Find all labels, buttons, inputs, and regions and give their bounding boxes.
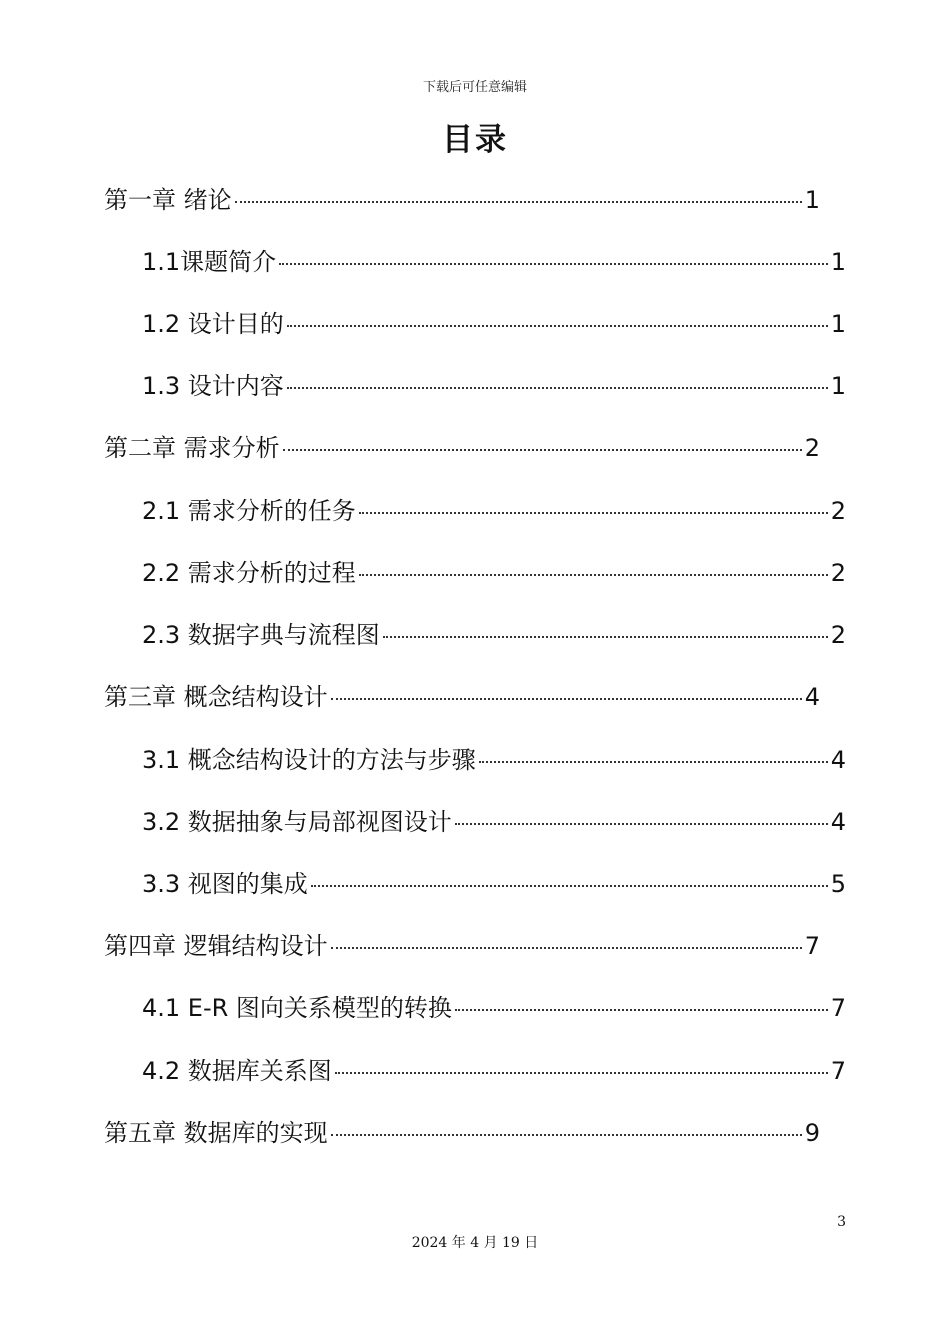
toc-title: 目录: [442, 122, 508, 158]
page-number: 3: [837, 1214, 846, 1230]
toc-entry-page: 1: [830, 310, 846, 338]
toc-entry-section-2-1[interactable]: [142, 491, 846, 531]
toc-entry-label: 第四章 逻辑结构设计: [104, 932, 328, 960]
toc-entry-page: 2: [830, 621, 846, 649]
toc-dot-leader: [335, 1070, 828, 1074]
toc-entry-label: 第一章 绪论: [104, 186, 232, 214]
toc-entry-section-3-3[interactable]: [142, 864, 846, 904]
toc-entry-label: 第二章 需求分析: [104, 434, 280, 462]
toc-dot-leader: [359, 510, 828, 514]
toc-entry-chapter-3[interactable]: [104, 677, 820, 717]
toc-dot-leader: [287, 385, 828, 389]
toc-entry-page: 4: [830, 808, 846, 836]
toc-entry-label: 3.3 视图的集成: [142, 870, 308, 898]
toc-entry-page: 7: [804, 932, 820, 960]
footer-date: 2024 年 4 月 19 日: [411, 1235, 539, 1251]
toc-entry-page: 2: [830, 559, 846, 587]
toc-entry-section-1-1[interactable]: [142, 242, 846, 282]
toc-dot-leader: [383, 634, 828, 638]
toc-entry-label: 2.3 数据字典与流程图: [142, 621, 380, 649]
toc-dot-leader: [331, 945, 802, 949]
toc-entry-section-1-3[interactable]: [142, 366, 846, 406]
toc-entry-label: 1.3 设计内容: [142, 372, 284, 400]
toc-entry-page: 1: [830, 372, 846, 400]
toc-dot-leader: [235, 199, 802, 203]
toc-dot-leader: [279, 261, 828, 265]
toc-dot-leader: [283, 447, 802, 451]
toc-entry-section-4-1[interactable]: [142, 988, 846, 1028]
toc-entry-label: 3.1 概念结构设计的方法与步骤: [142, 746, 476, 774]
toc-entry-label: 第三章 概念结构设计: [104, 683, 328, 711]
toc-dot-leader: [287, 323, 828, 327]
toc-entry-page: 1: [804, 186, 820, 214]
toc-entry-section-1-2[interactable]: [142, 304, 846, 344]
toc-dot-leader: [455, 1007, 828, 1011]
toc-entry-chapter-4[interactable]: [104, 926, 820, 966]
toc-entry-label: 4.2 数据库关系图: [142, 1057, 332, 1085]
toc-entry-label: 1.1课题简介: [142, 248, 277, 276]
toc-dot-leader: [455, 821, 828, 825]
toc-dot-leader: [331, 696, 802, 700]
toc-entry-chapter-2[interactable]: [104, 428, 820, 468]
header-note: 下载后可任意编辑: [422, 80, 527, 95]
toc-entry-label: 3.2 数据抽象与局部视图设计: [142, 808, 452, 836]
toc-entry-section-2-2[interactable]: [142, 553, 846, 593]
toc-entry-label: 2.2 需求分析的过程: [142, 559, 356, 587]
toc-entry-page: 9: [804, 1119, 820, 1147]
toc-entry-page: 2: [804, 434, 820, 462]
toc-dot-leader: [359, 572, 828, 576]
toc-dot-leader: [311, 883, 828, 887]
toc-entry-label: 第五章 数据库的实现: [104, 1119, 328, 1147]
toc-entry-page: 4: [830, 746, 846, 774]
toc-entry-chapter-5[interactable]: [104, 1113, 820, 1153]
toc-entry-page: 7: [830, 1057, 846, 1085]
toc-entry-label: 2.1 需求分析的任务: [142, 497, 356, 525]
toc-entry-page: 2: [830, 497, 846, 525]
toc-entry-page: 5: [830, 870, 846, 898]
toc-entry-section-4-2[interactable]: [142, 1051, 846, 1091]
toc-dot-leader: [331, 1132, 802, 1136]
toc-entry-section-3-1[interactable]: [142, 740, 846, 780]
toc-entry-page: 1: [830, 248, 846, 276]
toc-entry-label: 4.1 E-R 图向关系模型的转换: [142, 994, 452, 1022]
toc-entry-chapter-1[interactable]: [104, 180, 820, 220]
toc-dot-leader: [479, 759, 828, 763]
toc-entry-section-2-3[interactable]: [142, 615, 846, 655]
toc-entry-page: 7: [830, 994, 846, 1022]
toc-entry-page: 4: [804, 683, 820, 711]
toc-entry-label: 1.2 设计目的: [142, 310, 284, 338]
toc-entry-section-3-2[interactable]: [142, 802, 846, 842]
